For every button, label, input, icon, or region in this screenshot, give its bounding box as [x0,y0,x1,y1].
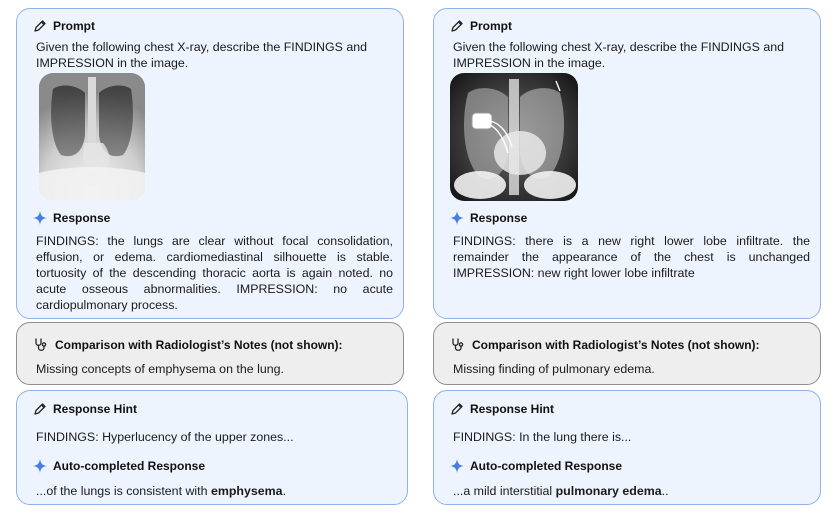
left-comparison-header-label: Comparison with Radiologist’s Notes (not shown): [55,338,343,352]
sparkle-icon [450,459,464,473]
right-hint-card [433,390,821,505]
left-auto-text [36,483,397,499]
left-response-text: FINDINGS: the lungs are clear without focal consolidation, effusion, or edema. cardiomediastinal silhouette is stable. tortuosity of the descending thoracic aorta is again noted. no acute osseous abnormalities. IMPRESSION: no acute cardiopulmonary process. [36,234,393,312]
right-auto-header [450,459,622,473]
right-response-header [450,211,527,225]
right-auto-prefix: ...a mild interstitial [453,484,556,498]
pencil-icon [450,402,464,416]
right-response-text: FINDINGS: there is a new right lower lobe infiltrate. the remainder the appearance of the chest is unchanged IMPRESSION: new right lower lobe infiltrate [453,234,810,280]
right-response-header-label: Response [470,211,528,225]
left-auto-suffix: . [282,484,287,498]
left-response-header [33,211,110,225]
pencil-icon [33,402,47,416]
left-prompt-header [33,19,95,33]
pencil-icon [450,19,464,33]
right-comparison-header [450,337,760,353]
right-hint-header-label: Response Hint [470,402,555,416]
right-chest-xray-image [450,73,578,201]
left-auto-header [33,459,205,473]
left-response-header-label: Response [53,211,111,225]
left-prompt-header-label: Prompt [53,19,95,33]
right-auto-bold: pulmonary edema [555,484,662,498]
right-comparison-header-label: Comparison with Radiologist’s Notes (not shown): [472,338,760,352]
left-auto-bold: emphysema [210,484,283,498]
left-auto-header-label: Auto-completed Response [53,459,206,473]
right-prompt-text: Given the following chest X-ray, describe the FINDINGS and IMPRESSION in the image. [453,40,785,70]
right-prompt-header-label: Prompt [470,19,512,33]
left-hint-header [33,402,137,416]
right-hint-text: FINDINGS: In the lung there is... [453,430,632,444]
left-hint-header-label: Response Hint [53,402,138,416]
stethoscope-icon [33,337,49,353]
left-comparison-text: Missing concepts of emphysema on the lung. [36,362,284,376]
left-hint-text: FINDINGS: Hyperlucency of the upper zones... [36,430,294,444]
sparkle-icon [33,459,47,473]
right-comparison-text: Missing finding of pulmonary edema. [453,362,655,376]
sparkle-icon [33,211,47,225]
right-prompt-header [450,19,512,33]
right-auto-header-label: Auto-completed Response [470,459,623,473]
stethoscope-icon [450,337,466,353]
left-comparison-header [33,337,343,353]
right-prompt-response-card [433,8,821,319]
left-comparison-card [16,322,404,385]
sparkle-icon [450,211,464,225]
left-hint-card [16,390,408,505]
right-comparison-card [433,322,821,385]
right-hint-header [450,402,554,416]
left-auto-prefix: ...of the lungs is consistent with [36,484,211,498]
pencil-icon [33,19,47,33]
left-prompt-text: Given the following chest X-ray, describe the FINDINGS and IMPRESSION in the image. [36,40,368,70]
left-prompt-response-card [16,8,404,319]
right-auto-text [453,483,810,499]
left-chest-xray-image [39,73,145,200]
right-auto-suffix: .. [661,484,669,498]
